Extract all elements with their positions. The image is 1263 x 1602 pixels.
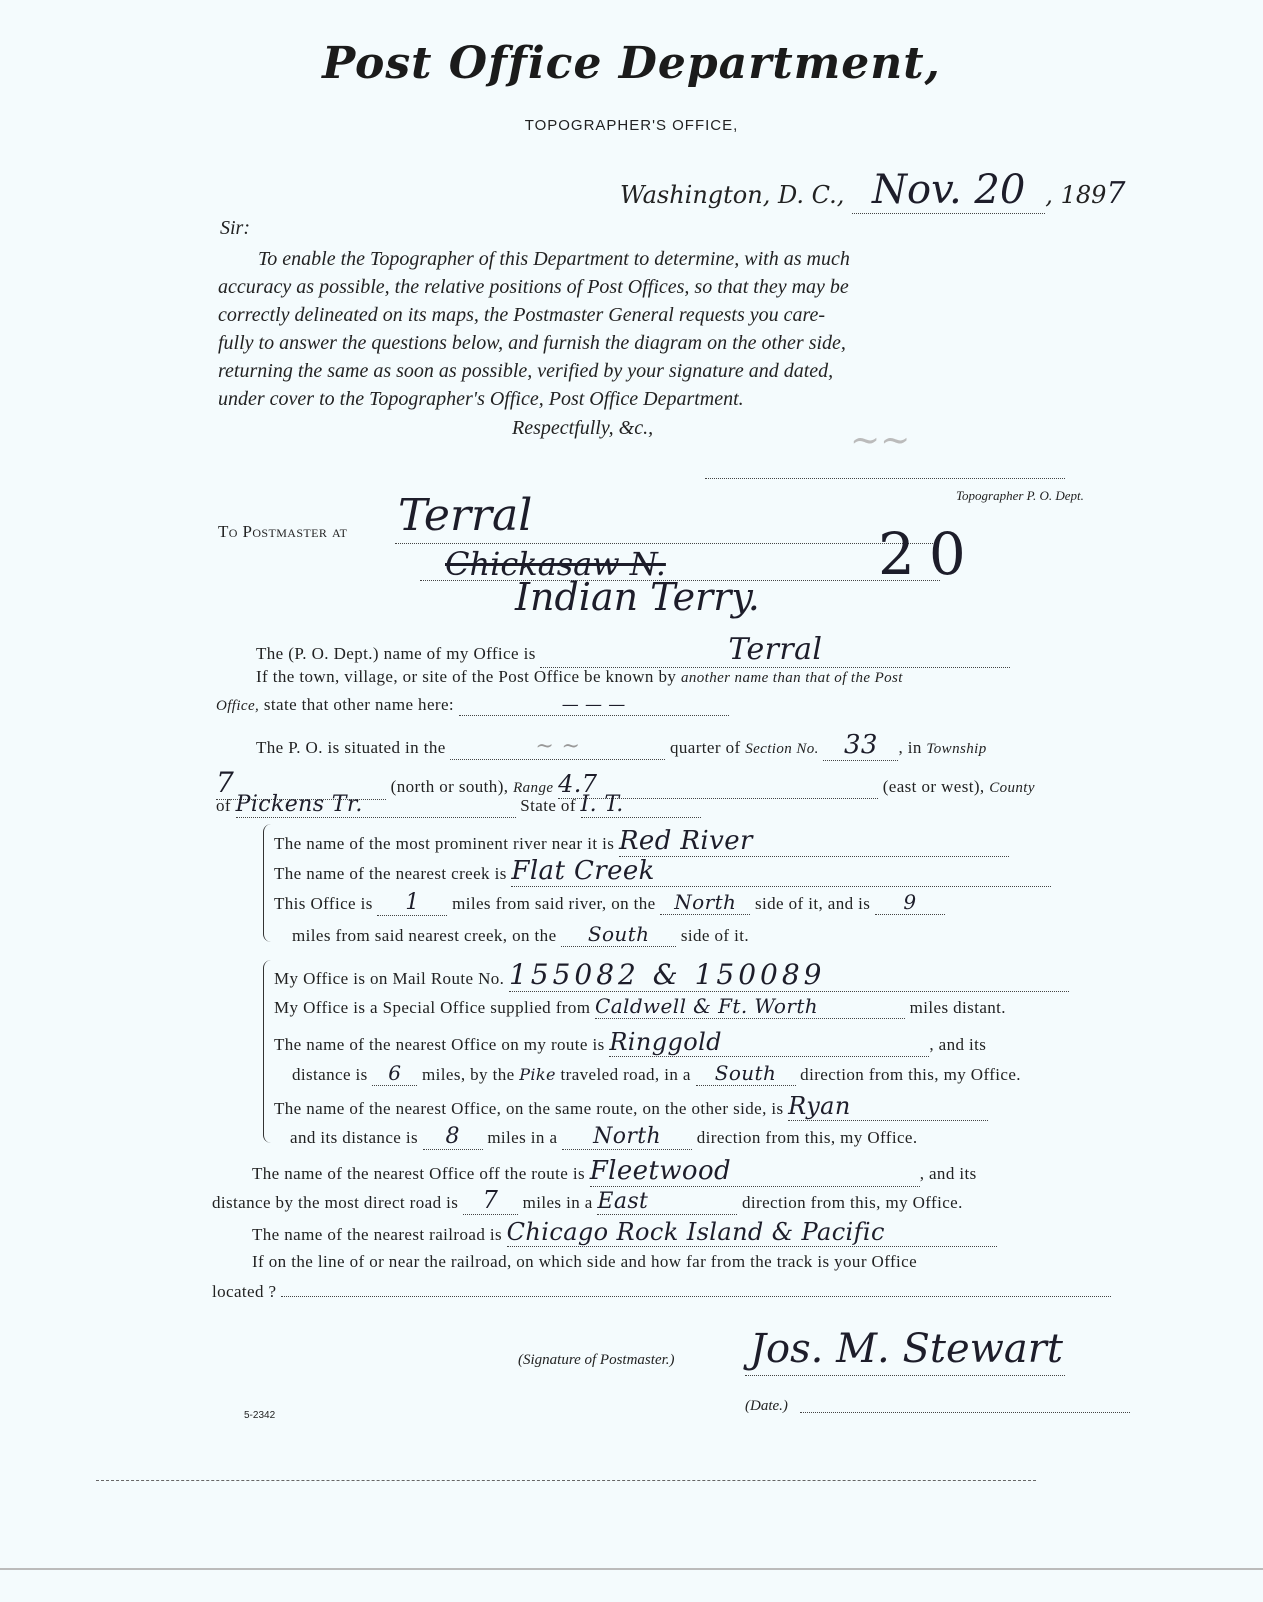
county-struck: Chickasaw N. — [445, 545, 666, 583]
letter-line-6: under cover to the Topographer's Office, Post Office Department. — [218, 388, 744, 410]
track-answer-line — [281, 1296, 1111, 1297]
railroad-value: Chicago Rock Island & Pacific — [507, 1218, 997, 1247]
county-value: Pickens Tr. — [236, 792, 516, 818]
po-name-row: The (P. O. Dept.) name of my Office is Terral — [256, 632, 1010, 668]
address-line-1 — [395, 543, 935, 544]
scan-artifact-line — [96, 1480, 1036, 1481]
range-value: 4.7 — [558, 770, 878, 799]
office-subheading: TOPOGRAPHER'S OFFICE, — [524, 117, 739, 134]
brace-river-group — [263, 824, 274, 942]
form-number: 5-2342 — [244, 1410, 276, 1421]
township-row: 7 (north or south), Range 4.7 (east or west), County — [216, 766, 1035, 799]
river-distance-row: This Office is 1 miles from said river, on the North side of it, and is 9 — [274, 890, 945, 916]
other-side-direction-value: North — [562, 1124, 692, 1150]
brace-route-group — [263, 960, 274, 1143]
track-question-line-2: located ? — [212, 1282, 1111, 1302]
other-side-distance-row: and its distance is 8 miles in a North direction from this, my Office. — [290, 1124, 918, 1149]
route-distance-row: distance is 6 miles, by the Pike traveled road, in a South direction from this, my Office. — [292, 1061, 1021, 1085]
letter-line-1: To enable the Topographer of this Department to determine, with as much — [258, 248, 850, 270]
salutation: Sir: — [220, 217, 250, 239]
road-type-value: Pike — [519, 1065, 556, 1084]
territory-handwritten: Indian Terry. — [515, 575, 760, 619]
office-name-handwritten: Terral — [398, 490, 533, 541]
signature-title: Topographer P. O. Dept. — [956, 488, 1084, 503]
letter-closing: Respectfully, &c., — [512, 417, 654, 439]
letter-line-4: fully to answer the questions below, and furnish the diagram on the other side, — [218, 332, 846, 354]
other-side-office-row: The name of the nearest Office, on the same route, on the other side, is Ryan — [274, 1092, 988, 1121]
nearest-route-office-row: The name of the nearest Office on my route is Ringgold , and its — [274, 1028, 987, 1056]
faded-signature: ~~ — [850, 420, 911, 461]
year-prefix: 189 — [1060, 181, 1107, 209]
nearest-route-office-value: Ringgold — [609, 1028, 929, 1057]
river-value: Red River — [619, 826, 1009, 857]
other-name-row-1: If the town, village, or site of the Post Office be known by another name than that of the Post — [256, 667, 903, 686]
dateline-prefix: Washington, D. C., — [620, 181, 845, 209]
state-value: I. T. — [581, 792, 701, 818]
route-direction-value: South — [696, 1061, 796, 1086]
river-side-value: North — [660, 890, 750, 915]
township-value: 7 — [216, 766, 386, 800]
other-side-distance-value: 8 — [423, 1124, 483, 1150]
off-route-office-row: The name of the nearest Office off the route is Fleetwood , and its — [252, 1156, 977, 1186]
year-handwritten: 7 — [1106, 176, 1126, 211]
other-side-office-value: Ryan — [788, 1092, 988, 1121]
off-route-office-value: Fleetwood — [590, 1156, 920, 1187]
signature-label: (Signature of Postmaster.) — [518, 1352, 675, 1368]
po-name-value: Terral — [540, 632, 1010, 668]
other-name-value: — — — — [459, 695, 729, 716]
river-distance-value: 1 — [377, 890, 447, 916]
signature-line — [705, 478, 1065, 479]
special-office-row: My Office is a Special Office supplied from Caldwell & Ft. Worth miles distant. — [274, 994, 1006, 1018]
address-label: To Postmaster at — [218, 522, 348, 541]
page-bottom-edge — [0, 1568, 1263, 1570]
dateline: Washington, D. C., Nov. 20 , 1897 — [620, 167, 1126, 213]
creek-value: Flat Creek — [511, 856, 1051, 887]
track-question-line-1: If on the line of or near the railroad, on which side and how far from the track is your Office — [252, 1252, 918, 1271]
creek-side-value: South — [561, 922, 676, 947]
railroad-row: The name of the nearest railroad is Chicago Rock Island & Pacific — [252, 1218, 997, 1247]
section-value: 33 — [823, 730, 898, 761]
mail-route-value: 155082 & 150089 — [509, 958, 1069, 992]
letter-line-2: accuracy as possible, the relative positions of Post Offices, so that they may be — [218, 276, 849, 298]
letter-line-5: returning the same as soon as possible, verified by your signature and dated, — [218, 360, 834, 382]
direct-road-direction-value: East — [597, 1189, 737, 1215]
mail-route-row: My Office is on Mail Route No. 155082 & 150089 — [274, 958, 1069, 992]
direct-road-distance-value: 7 — [463, 1186, 518, 1215]
route-distance-value: 6 — [372, 1061, 417, 1086]
postmaster-signature-line — [745, 1375, 1065, 1376]
creek-distance-value: 9 — [875, 890, 945, 915]
direct-road-row: distance by the most direct road is 7 miles in a East direction from this, my Office. — [212, 1186, 963, 1214]
other-name-row-2: Office, state that other name here: — — — — [216, 695, 729, 716]
quarter-value: ~ ~ — [450, 734, 665, 760]
date-handwritten: Nov. 20 — [852, 167, 1045, 214]
creek-distance-row: miles from said nearest creek, on the South side of it. — [292, 922, 749, 946]
postmaster-signature: Jos. M. Stewart — [750, 1326, 1063, 1372]
situated-row: The P. O. is situated in the ~ ~ quarter of Section No. 33 , in Township — [256, 730, 987, 760]
department-heading: Post Office Department, — [322, 38, 941, 89]
code-handwritten: 20 — [878, 520, 980, 588]
river-row: The name of the most prominent river near it is Red River — [274, 826, 1009, 857]
letter-line-3: correctly delineated on its maps, the Postmaster General requests you care- — [218, 304, 826, 326]
date-label: (Date.) — [745, 1398, 788, 1414]
county-row: of Pickens Tr. State of I. T. — [216, 792, 701, 818]
creek-row: The name of the nearest creek is Flat Creek — [274, 856, 1051, 887]
special-office-value: Caldwell & Ft. Worth — [595, 994, 905, 1019]
date-line — [800, 1412, 1130, 1413]
